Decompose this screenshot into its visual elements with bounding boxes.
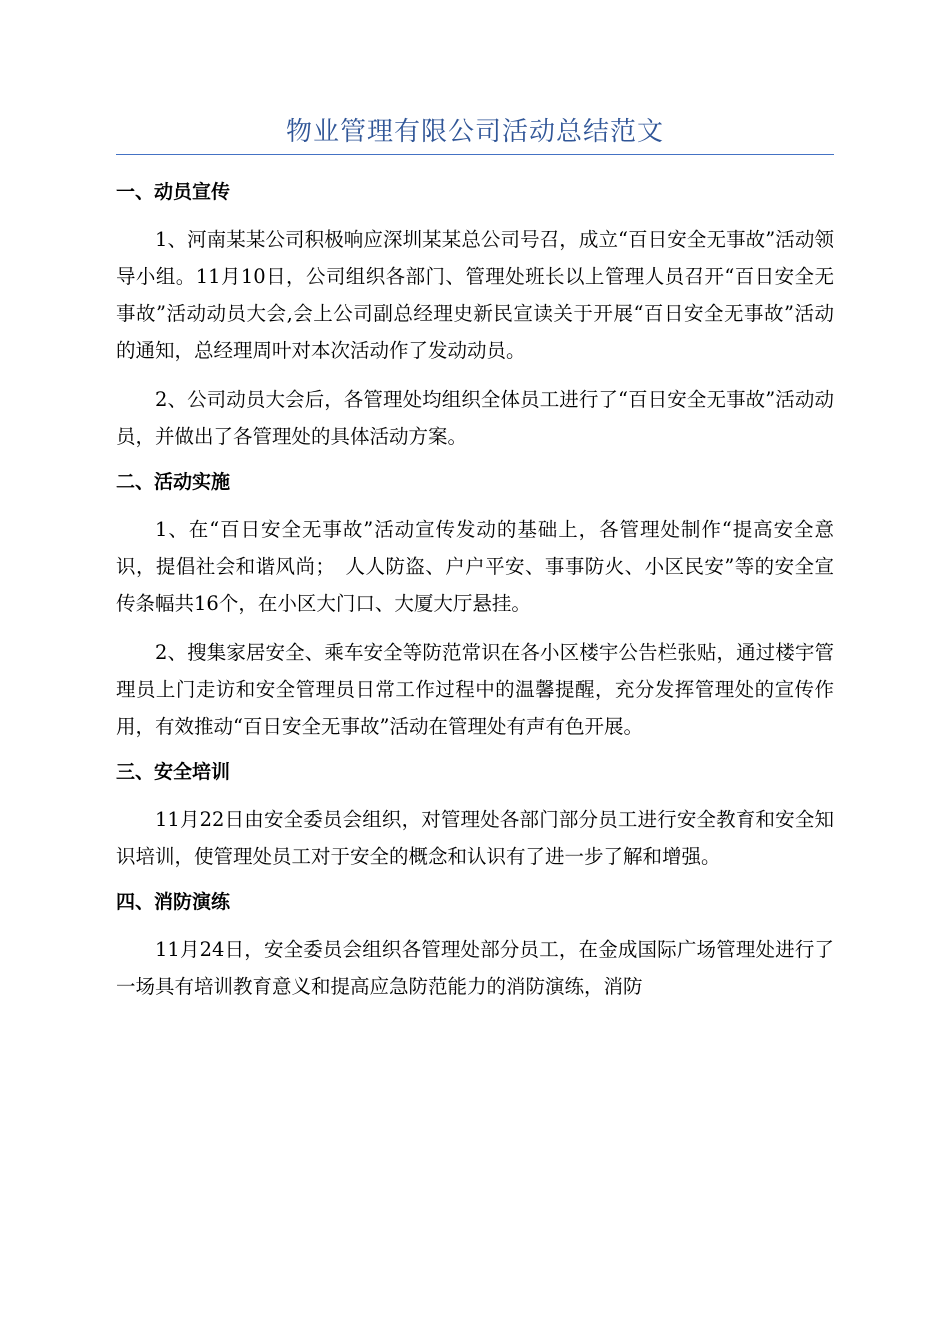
paragraph: 2、搜集家居安全、乘车安全等防范常识在各小区楼宇公告栏张贴，通过楼宇管理员上门走访和安全管理员日常工作过程中的温馨提醒，充分发挥管理处的宣传作用，有效推动“百日安全无事故”活动在管理处有声有色开展。	[116, 641, 834, 738]
section-training	[116, 757, 834, 875]
section-implementation	[116, 467, 834, 745]
section-heading: 一、动员宣传	[116, 181, 231, 203]
section-heading: 三、安全培训	[116, 761, 231, 783]
section-mobilization	[116, 177, 834, 455]
title-underline	[116, 154, 834, 155]
section-heading: 四、消防演练	[116, 891, 231, 913]
section-fire-drill	[116, 887, 834, 1005]
section-heading: 二、活动实施	[116, 471, 231, 493]
paragraph: 1、在“百日安全无事故”活动宣传发动的基础上，各管理处制作“提高安全意识，提倡社会和谐风尚； 人人防盗、户户平安、事事防火、小区民安”等的安全宣传条幅共16个，在小区大门口、大厦大厅悬挂。	[116, 518, 834, 615]
document-title: 物业管理有限公司活动总结范文	[285, 117, 664, 147]
paragraph: 11月24日，安全委员会组织各管理处部分员工，在金成国际广场管理处进行了一场具有培训教育意义和提高应急防范能力的消防演练，消防	[116, 938, 834, 998]
paragraph: 2、公司动员大会后，各管理处均组织全体员工进行了“百日安全无事故”活动动员，并做出了各管理处的具体活动方案。	[116, 388, 834, 448]
paragraph: 1、河南某某公司积极响应深圳某某总公司号召，成立“百日安全无事故”活动领导小组。11月10日，公司组织各部门、管理处班长以上管理人员召开“百日安全无事故”活动动员大会,会上公司副总经理史新民宣读关于开展“百日安全无事故”活动的通知，总经理周叶对本次活动作了发动动员。	[116, 228, 834, 362]
document-page	[116, 112, 834, 1017]
paragraph: 11月22日由安全委员会组织，对管理处各部门部分员工进行安全教育和安全知识培训，使管理处员工对于安全的概念和认识有了进一步了解和增强。	[116, 808, 834, 868]
